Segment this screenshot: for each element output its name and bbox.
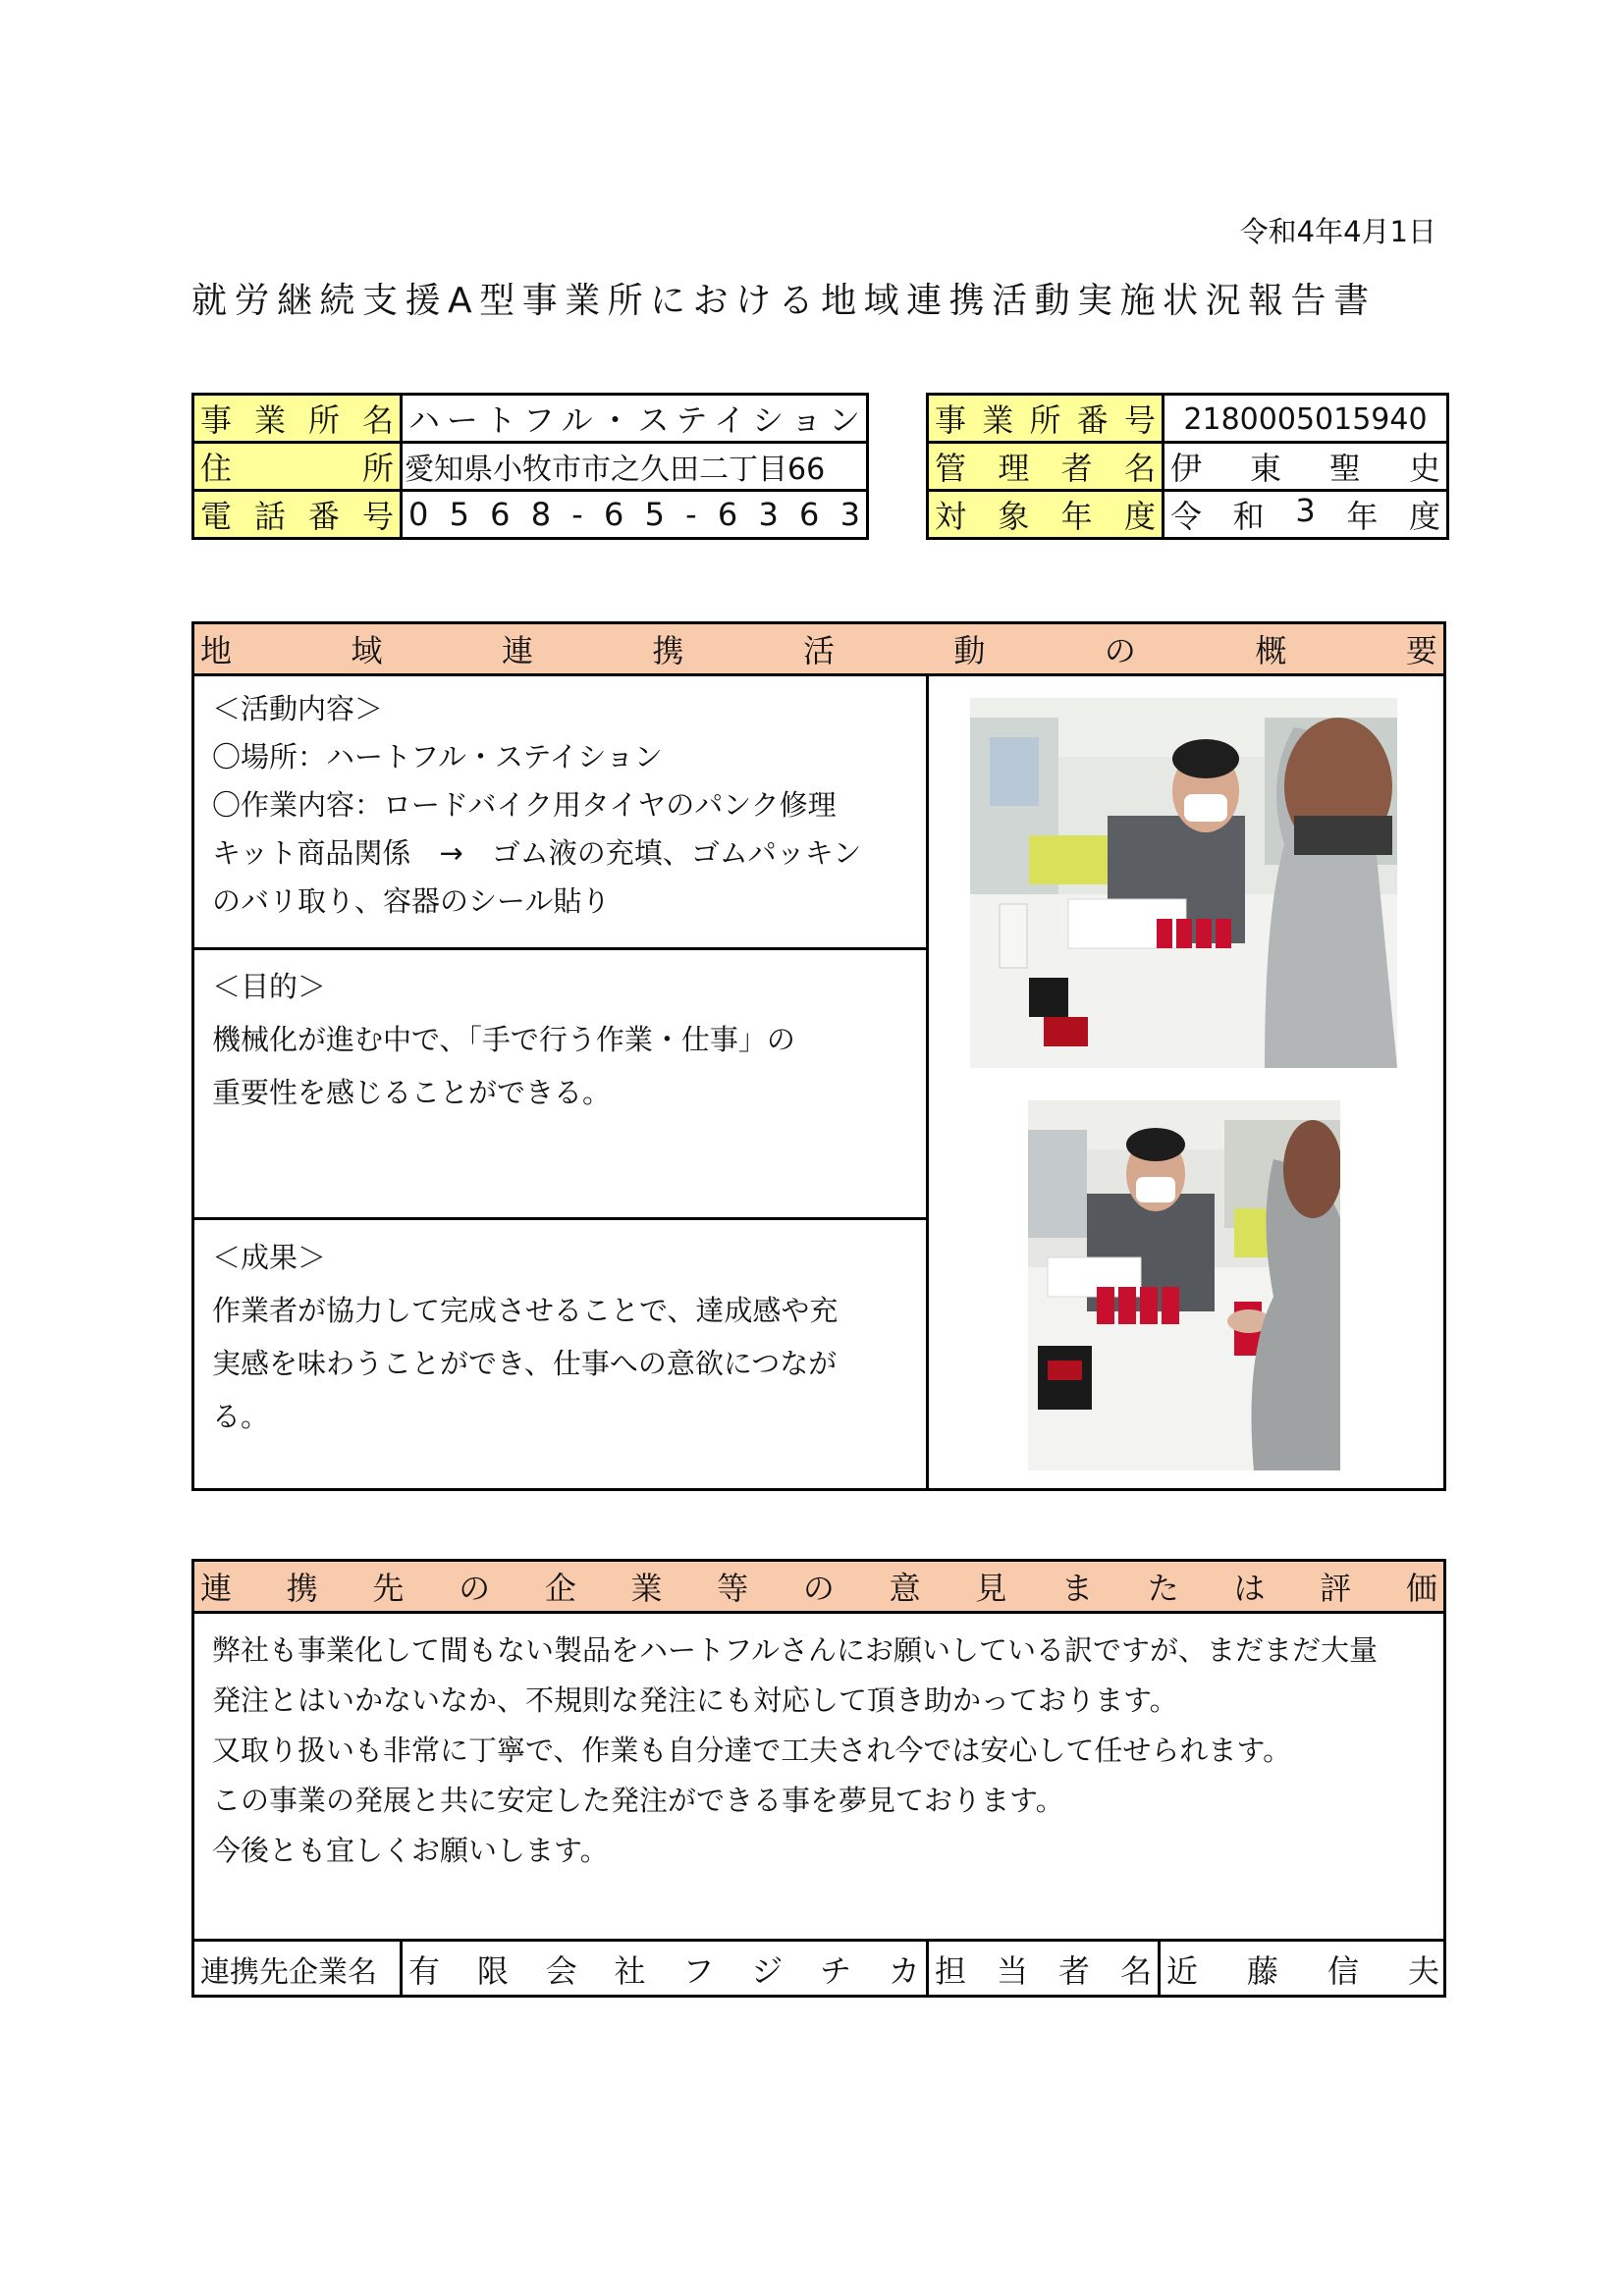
char: 年 xyxy=(1346,498,1379,535)
report-title: 就労継続支援A型事業所における地域連携活動実施状況報告書 xyxy=(191,281,1377,321)
char: 担 xyxy=(935,1952,967,1990)
purpose-section xyxy=(194,954,926,1125)
char: 活 xyxy=(802,632,835,669)
char: シ xyxy=(752,401,785,439)
char: ジ xyxy=(751,1952,784,1990)
char: 業 xyxy=(630,1570,663,1607)
char: 令 xyxy=(1170,498,1203,535)
char: ン xyxy=(828,401,860,439)
target-year-label xyxy=(928,491,1164,539)
distributed-text xyxy=(408,496,860,533)
facility-name-value xyxy=(402,395,868,443)
table-row xyxy=(928,395,1448,443)
char: 聖 xyxy=(1328,450,1361,487)
result-line: 作業者が協力して完成させることで、達成感や充 xyxy=(212,1294,839,1327)
phone-value xyxy=(402,491,868,539)
char: 3 xyxy=(839,496,860,533)
char: 5 xyxy=(644,496,665,533)
distributed-text xyxy=(1170,444,1440,489)
char: 度 xyxy=(1408,498,1440,535)
char: 携 xyxy=(652,632,684,669)
char: フ xyxy=(682,1952,715,1990)
address-value: 愛知県小牧市市之久田二丁目66 xyxy=(402,443,868,491)
target-year-value xyxy=(1164,491,1448,539)
char: 住 xyxy=(200,450,233,487)
char: 名 xyxy=(1123,450,1156,487)
char: 者 xyxy=(1057,1952,1090,1990)
char: 携 xyxy=(286,1570,318,1607)
char: 信 xyxy=(1326,1952,1359,1990)
char: 当 xyxy=(996,1952,1028,1990)
distributed-text xyxy=(200,1564,1437,1609)
partner-company-value xyxy=(403,1942,926,1997)
purpose-line: 重要性を感じることができる。 xyxy=(212,1076,612,1109)
evaluation-line: 弊社も事業化して間もない製品をハートフルさんにお願いしている訳ですが、まだまだ大量 xyxy=(212,1633,1378,1667)
char: ・ xyxy=(599,401,631,439)
char: 近 xyxy=(1166,1952,1199,1990)
facility-name-label xyxy=(193,395,402,443)
facility-number-label xyxy=(928,395,1164,443)
char: 号 xyxy=(1123,401,1156,439)
table-row xyxy=(193,491,868,539)
distributed-text xyxy=(200,396,394,441)
table-row xyxy=(193,395,868,443)
activity-divider xyxy=(191,947,928,950)
char: た xyxy=(1147,1570,1179,1607)
char: 有 xyxy=(408,1952,441,1990)
purpose-divider xyxy=(191,1217,928,1220)
char: 業 xyxy=(982,401,1014,439)
char: 業 xyxy=(253,401,286,439)
activity-line: のバリ取り、容器のシール貼り xyxy=(212,884,611,918)
char: 等 xyxy=(717,1570,749,1607)
manager-value xyxy=(1164,443,1448,491)
char: 事 xyxy=(200,401,233,439)
char: 評 xyxy=(1320,1570,1352,1607)
table-row xyxy=(193,443,868,491)
char: 5 xyxy=(449,496,469,533)
evaluation-line: この事業の発展と共に安定した発注ができる事を夢見ております。 xyxy=(212,1784,1064,1817)
activity-line: 〇場所：ハートフル・ステイション xyxy=(212,740,663,774)
char: の xyxy=(1104,632,1136,669)
char: 理 xyxy=(998,450,1030,487)
char: フ xyxy=(522,401,555,439)
char: テ xyxy=(676,401,708,439)
char: 6 xyxy=(717,496,738,533)
char: 度 xyxy=(1123,498,1156,535)
char: 名 xyxy=(361,401,394,439)
report-date: 令和4年4月1日 xyxy=(1239,215,1436,248)
char: 限 xyxy=(476,1952,509,1990)
char: ー xyxy=(446,401,478,439)
distributed-text xyxy=(200,626,1437,671)
distributed-text xyxy=(408,396,860,441)
char: カ xyxy=(888,1952,920,1990)
char: 電 xyxy=(200,498,233,535)
table-row xyxy=(928,491,1448,539)
person-in-charge-value xyxy=(1161,1942,1445,1997)
distributed-text xyxy=(1170,492,1440,537)
result-line: 実感を味わうことができ、仕事への意欲につなが xyxy=(212,1347,838,1380)
char: 地 xyxy=(200,632,233,669)
char: 意 xyxy=(889,1570,921,1607)
distributed-text xyxy=(935,444,1156,489)
char: 史 xyxy=(1408,450,1440,487)
char: - xyxy=(571,496,583,533)
distributed-text xyxy=(408,1947,920,1992)
char: 8 xyxy=(530,496,552,533)
evaluation-line: 発注とはいかないなか、不規則な発注にも対応して頂き助かっております。 xyxy=(212,1683,1178,1717)
char: 域 xyxy=(351,632,383,669)
char: 要 xyxy=(1405,632,1437,669)
evaluation-text xyxy=(194,1620,1441,1882)
char: 動 xyxy=(953,632,986,669)
char: 6 xyxy=(490,496,511,533)
char: - xyxy=(685,496,697,533)
address-label xyxy=(193,443,402,491)
table-row xyxy=(928,443,1448,491)
evaluation-line: 今後とも宜しくお願いします。 xyxy=(212,1834,609,1867)
char: 話 xyxy=(253,498,286,535)
overview-heading xyxy=(191,621,1446,676)
phone-label xyxy=(193,491,402,539)
result-title: ＜成果＞ xyxy=(212,1241,327,1274)
char: 所 xyxy=(1029,401,1061,439)
manager-label xyxy=(928,443,1164,491)
facility-id-table xyxy=(926,393,1449,540)
activity-title: ＜活動内容＞ xyxy=(212,692,384,725)
char: 連 xyxy=(200,1570,233,1607)
char: 6 xyxy=(604,496,624,533)
evaluation-line: 又取り扱いも非常に丁寧で、作業も自分達で工夫され今では安心して任せられます。 xyxy=(212,1734,1292,1767)
activity-photo-2 xyxy=(1028,1100,1340,1470)
result-line: る。 xyxy=(212,1400,270,1433)
char: 名 xyxy=(1119,1952,1152,1990)
char: 3 xyxy=(758,496,779,533)
char: 概 xyxy=(1255,632,1287,669)
char: 年 xyxy=(1060,498,1093,535)
distributed-text xyxy=(200,492,394,537)
char: 価 xyxy=(1405,1570,1437,1607)
distributed-text xyxy=(935,492,1156,537)
purpose-line: 機械化が進む中で、「手で行う作業・仕事」の xyxy=(212,1023,795,1056)
facility-number-value: 2180005015940 xyxy=(1164,395,1448,443)
purpose-title: ＜目的＞ xyxy=(212,970,327,1003)
char: 和 xyxy=(1232,498,1265,535)
char: チ xyxy=(820,1952,852,1990)
char: ま xyxy=(1061,1570,1094,1607)
activity-line: 〇作業内容：ロードバイク用タイヤのパンク修理 xyxy=(212,788,837,822)
char: 0 xyxy=(408,496,429,533)
char: ト xyxy=(484,401,516,439)
char: ス xyxy=(637,401,670,439)
char: ハ xyxy=(408,401,441,439)
facility-info-table xyxy=(191,393,869,540)
char: 企 xyxy=(544,1570,576,1607)
char: 番 xyxy=(1076,401,1109,439)
activity-photo-1 xyxy=(970,698,1397,1068)
char: ル xyxy=(561,401,593,439)
evaluation-heading xyxy=(191,1559,1446,1614)
char: 対 xyxy=(935,498,967,535)
distributed-text xyxy=(1166,1947,1439,1992)
char: 東 xyxy=(1249,450,1281,487)
char: 象 xyxy=(998,498,1030,535)
char: 会 xyxy=(545,1952,577,1990)
partner-company-label: 連携先企業名 xyxy=(200,1955,377,1990)
distributed-text xyxy=(935,1947,1152,1992)
char: の xyxy=(802,1570,835,1607)
char: 見 xyxy=(975,1570,1007,1607)
char: 所 xyxy=(307,401,340,439)
char: イ xyxy=(714,401,746,439)
char: 藤 xyxy=(1246,1952,1278,1990)
char: 社 xyxy=(614,1952,646,1990)
char: 先 xyxy=(372,1570,405,1607)
activity-section xyxy=(194,679,926,932)
char: 夫 xyxy=(1407,1952,1439,1990)
char: ョ xyxy=(790,401,823,439)
distributed-text xyxy=(935,396,1156,441)
person-in-charge-label xyxy=(929,1942,1158,1997)
char: の xyxy=(459,1570,491,1607)
char: 連 xyxy=(501,632,533,669)
activity-line: キット商品関係 → ゴム液の充填、ゴムパッキン xyxy=(212,836,862,870)
char: 伊 xyxy=(1170,450,1203,487)
overview-divider xyxy=(926,673,929,1491)
char: 3 xyxy=(1295,492,1316,529)
char: は xyxy=(1233,1570,1266,1607)
char: 者 xyxy=(1060,450,1093,487)
char: 番 xyxy=(307,498,340,535)
distributed-text xyxy=(200,444,394,489)
char: 管 xyxy=(935,450,967,487)
char: 号 xyxy=(361,498,394,535)
char: 事 xyxy=(935,401,967,439)
result-section xyxy=(194,1225,926,1449)
char: 所 xyxy=(361,450,394,487)
char: 6 xyxy=(799,496,820,533)
